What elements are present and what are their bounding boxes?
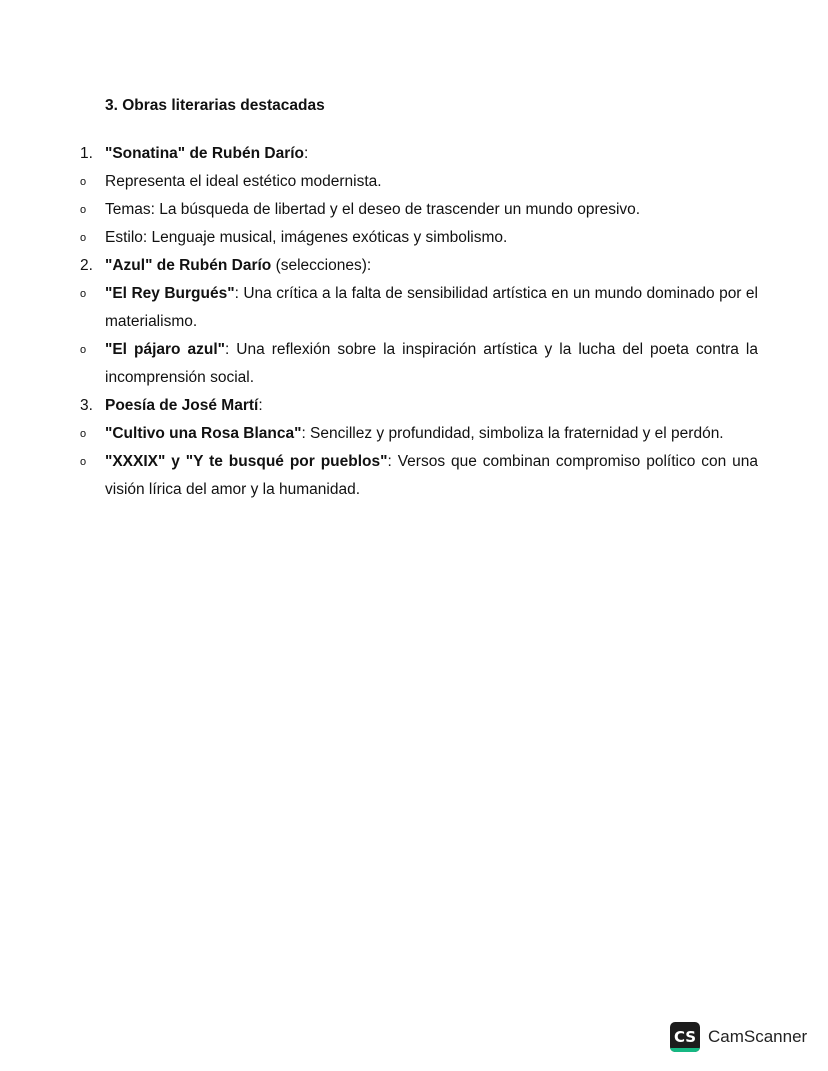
work-title: "XXXIX" y "Y te busqué por pueblos" bbox=[105, 453, 388, 470]
item-text: Representa el ideal estético modernista. bbox=[105, 173, 382, 190]
item-text: Estilo: Lenguaje musical, imágenes exóticas y simbolismo. bbox=[105, 229, 508, 246]
sub-list-item bbox=[0, 336, 758, 392]
work-title: "Sonatina" de Rubén Darío bbox=[105, 145, 304, 162]
item-text: : Versos que combinan compromiso político con una visión lírica del amor y la humanidad. bbox=[105, 453, 758, 498]
list-number: 1. bbox=[80, 145, 93, 162]
section-heading: 3. Obras literarias destacadas bbox=[105, 97, 325, 114]
work-title: "El Rey Burgués" bbox=[105, 285, 235, 302]
bullet-circle-icon: o bbox=[80, 288, 87, 300]
list-item bbox=[0, 140, 758, 168]
work-title: "Cultivo una Rosa Blanca" bbox=[105, 425, 302, 442]
work-title: "El pájaro azul" bbox=[105, 341, 225, 358]
camscanner-logo-icon: CS bbox=[670, 1022, 700, 1052]
bullet-circle-icon: o bbox=[80, 456, 87, 468]
item-text: (selecciones): bbox=[271, 257, 372, 274]
item-text: Temas: La búsqueda de libertad y el deseo de trascender un mundo opresivo. bbox=[105, 201, 641, 218]
list-number: 3. bbox=[80, 397, 93, 414]
sub-list-item bbox=[0, 196, 758, 224]
list-number: 2. bbox=[80, 257, 93, 274]
camscanner-name: CamScanner bbox=[708, 1027, 808, 1046]
item-text: : Sencillez y profundidad, simboliza la fraternidad y el perdón. bbox=[301, 425, 724, 442]
bullet-circle-icon: o bbox=[80, 204, 87, 216]
sub-list-item bbox=[0, 280, 758, 336]
sub-list-item bbox=[0, 224, 758, 252]
item-text: : bbox=[304, 145, 309, 162]
list-item bbox=[0, 252, 758, 280]
sub-list-item bbox=[0, 448, 758, 504]
sub-list-item bbox=[0, 168, 758, 196]
work-title: "Azul" de Rubén Darío bbox=[105, 257, 272, 274]
work-title: Poesía de José Martí bbox=[105, 397, 259, 414]
item-text: : Una crítica a la falta de sensibilidad artística en un mundo dominado por el materialismo. bbox=[105, 285, 758, 330]
bullet-circle-icon: o bbox=[80, 344, 87, 356]
sub-list-item bbox=[0, 420, 758, 448]
bullet-circle-icon: o bbox=[80, 176, 87, 188]
bullet-circle-icon: o bbox=[80, 428, 87, 440]
list-item bbox=[0, 392, 758, 420]
item-text: : bbox=[258, 397, 263, 414]
camscanner-watermark bbox=[670, 1022, 807, 1052]
item-text: : Una reflexión sobre la inspiración artística y la lucha del poeta contra la incomprensión social. bbox=[105, 341, 758, 386]
bullet-circle-icon: o bbox=[80, 232, 87, 244]
works-list bbox=[0, 140, 828, 504]
